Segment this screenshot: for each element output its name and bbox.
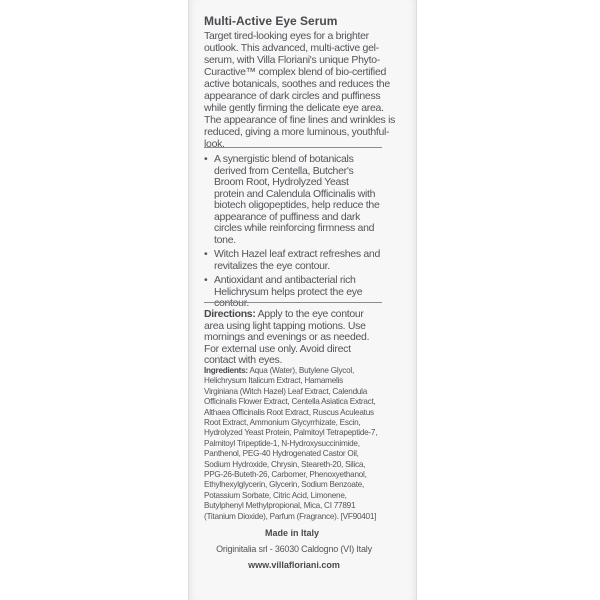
ingredients-label: Ingredients:	[204, 366, 248, 375]
website: www.villafloriani.com	[248, 560, 340, 570]
benefit-item: • Witch Hazel leaf extract refreshes and revitalizes the eye contour.	[204, 249, 380, 272]
directions-label: Directions:	[204, 308, 256, 320]
product-title: Multi-Active Eye Serum	[204, 14, 338, 28]
manufacturer-address: Originitalia srl - 36030 Caldogno (VI) Italy	[216, 544, 372, 554]
label-panel	[204, 0, 400, 600]
benefit-item: • Antioxidant and antibacterial rich Helichrysum helps protect the eye contour.	[204, 275, 380, 310]
ingredients-block	[204, 366, 378, 522]
product-description: Target tired-looking eyes for a brighter outlook. This advanced, multi-active gel-serum, with Villa Floriani's unique Phyto-Curactive™ complex blend of bio-certified active botanicals, soothes and reduces the appearance of dark circles and puffiness while gently firming the delicate eye area. The appearance of fine lines and wrinkles is reduced, giving a more luminous, youthful-look.	[204, 30, 396, 150]
benefits-list	[204, 154, 380, 313]
benefit-item: • A synergistic blend of botanicals derived from Centella, Butcher's Broom Root, Hydrolyzed Yeast protein and Calendula Officinalis with biotech oligopeptides, help reduce the appearance of puffiness and dark circles while reinforcing firmness and tone.	[204, 154, 380, 246]
directions-block	[204, 309, 378, 367]
ingredients-text: Aqua (Water), Butylene Glycol, Helichrysum Italicum Extract, Hamamelis Virginiana (Witch Hazel) Leaf Extract, Calendula Officinalis Flower Extract, Centella Asiatica Extract, Althaea Officinalis Root Extract, Ruscus Aculeatus Root Extract, Ammonium Glycyrrhizate, Escin, Hydrolyzed Yeast Protein, Palmitoyl Tetrapeptide-7, Palmitoyl Tripeptide-1, N-Hydroxysuccinimide, Panthenol, PEG-40 Hydrogenated Castor Oil, Sodium Hydroxide, Chrysin, Steareth-20, Silica, PPG-26-Buteth-26, Carbomer, Phenoxyethanol, Ethylhexylglycerin, Glycerin, Sodium Benzoate, Potassium Sorbate, Citric Acid, Limonene, Butylphenyl Methylpropional, Mica, CI 77891 (Titanium Dioxide), Parfum (Fragrance). [VF90401]	[204, 366, 378, 521]
directions-text: Apply to the eye contour area using light tapping motions. Use mornings and evenings or as needed. For external use only. Avoid direct contact with eyes.	[204, 308, 370, 366]
made-in: Made in Italy	[264, 528, 319, 538]
divider	[204, 147, 382, 148]
divider	[204, 302, 382, 303]
